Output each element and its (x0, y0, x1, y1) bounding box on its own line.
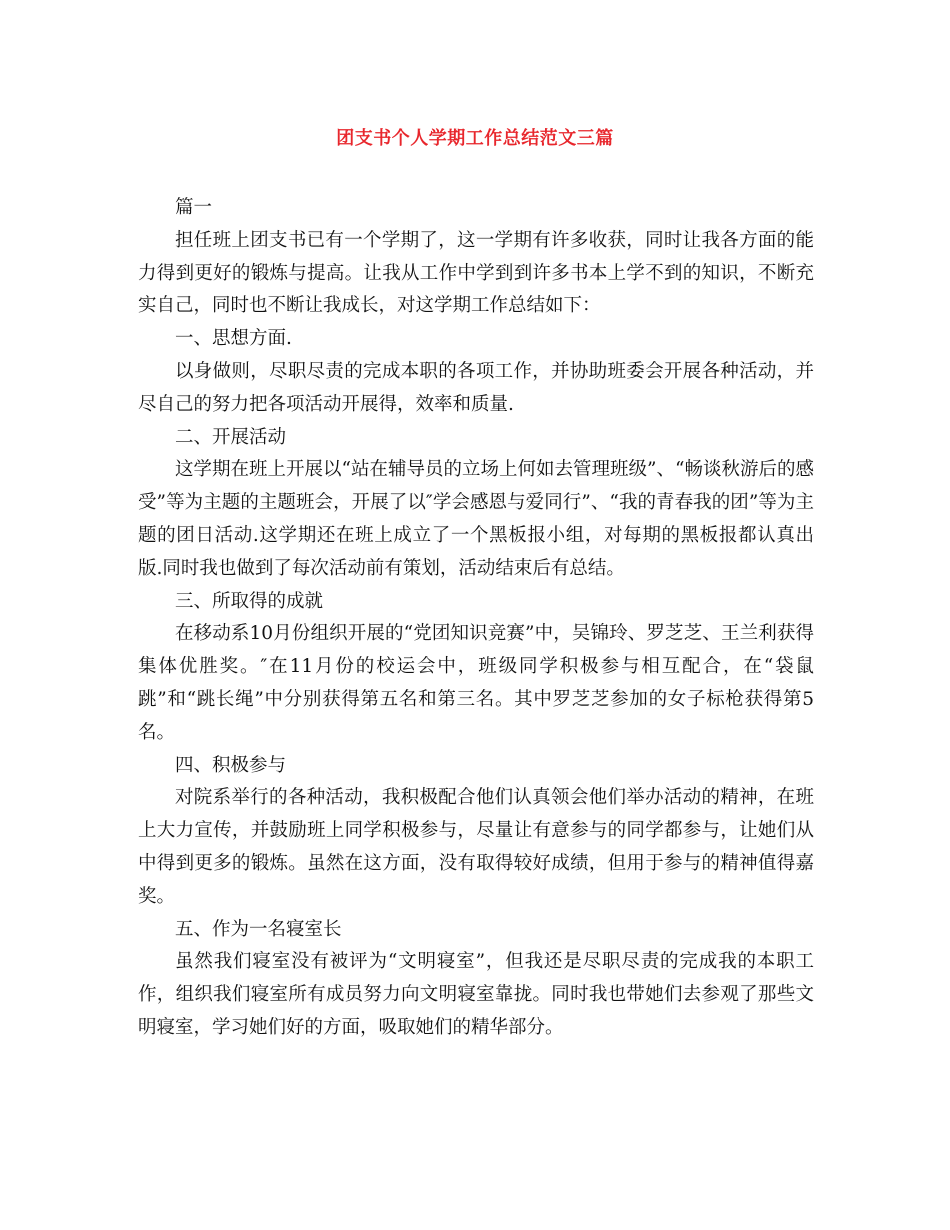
section-heading: 五、作为一名寝室长 (175, 918, 342, 940)
document-body (138, 192, 814, 1045)
paragraph: 这学期在班上开展以“站在辅导员的立场上何如去管理班级”、“畅谈秋游后的感受”等为主题的主题班会，开展了以″学会感恩与爱同行”、“我的青春我的团”等为主题的团日活动.这学期还在班上成立了一个黑板报小组，对每期的黑板报都认真出版.同时我也做到了每次活动前有策划，活动结束后有总结。 (138, 459, 814, 579)
section-heading: 二、开展活动 (175, 426, 287, 448)
paragraph: 虽然我们寝室没有被评为“文明寝室”，但我还是尽职尽责的完成我的本职工作，组织我们寝室所有成员努力向文明寝室靠拢。同时我也带她们去参观了那些文明寝室，学习她们好的方面，吸取她们的精华部分。 (138, 951, 814, 1038)
document-title: 团支书个人学期工作总结范文三篇 (336, 128, 614, 149)
paragraph: 对院系举行的各种活动，我积极配合他们认真领会他们举办活动的精神，在班上大力宣传，并鼓励班上同学积极参与，尽量让有意参与的同学都参与，让她们从中得到更多的锻炼。虽然在这方面，没有取得较好成绩，但用于参与的精神值得嘉奖。 (138, 787, 814, 907)
paragraph: 担任班上团支书已有一个学期了，这一学期有许多收获，同时让我各方面的能力得到更好的锻炼与提高。让我从工作中学到到许多书本上学不到的知识，不断充实自己，同时也不断让我成长，对这学期工作总结如下： (138, 229, 814, 317)
section-heading: 一、思想方面. (175, 328, 292, 350)
section-heading: 篇一 (175, 197, 213, 218)
section-heading: 四、积极参与 (175, 754, 287, 776)
paragraph: 以身做则，尽职尽责的完成本职的各项工作，并协助班委会开展各种活动，并尽自己的努力把各项活动开展得，效率和质量. (138, 360, 814, 415)
paragraph: 在移动系10月份组织开展的“党团知识竞赛”中，吴锦玲、罗芝芝、王兰利获得集体优胜奖。″在11月份的校运会中，班级同学积极参与相互配合，在“袋鼠跳”和“跳长绳”中分别获得第五名和第三名。其中罗芝芝参加的女子标枪获得第5名。 (138, 623, 814, 743)
section-heading: 三、所取得的成就 (175, 590, 324, 612)
